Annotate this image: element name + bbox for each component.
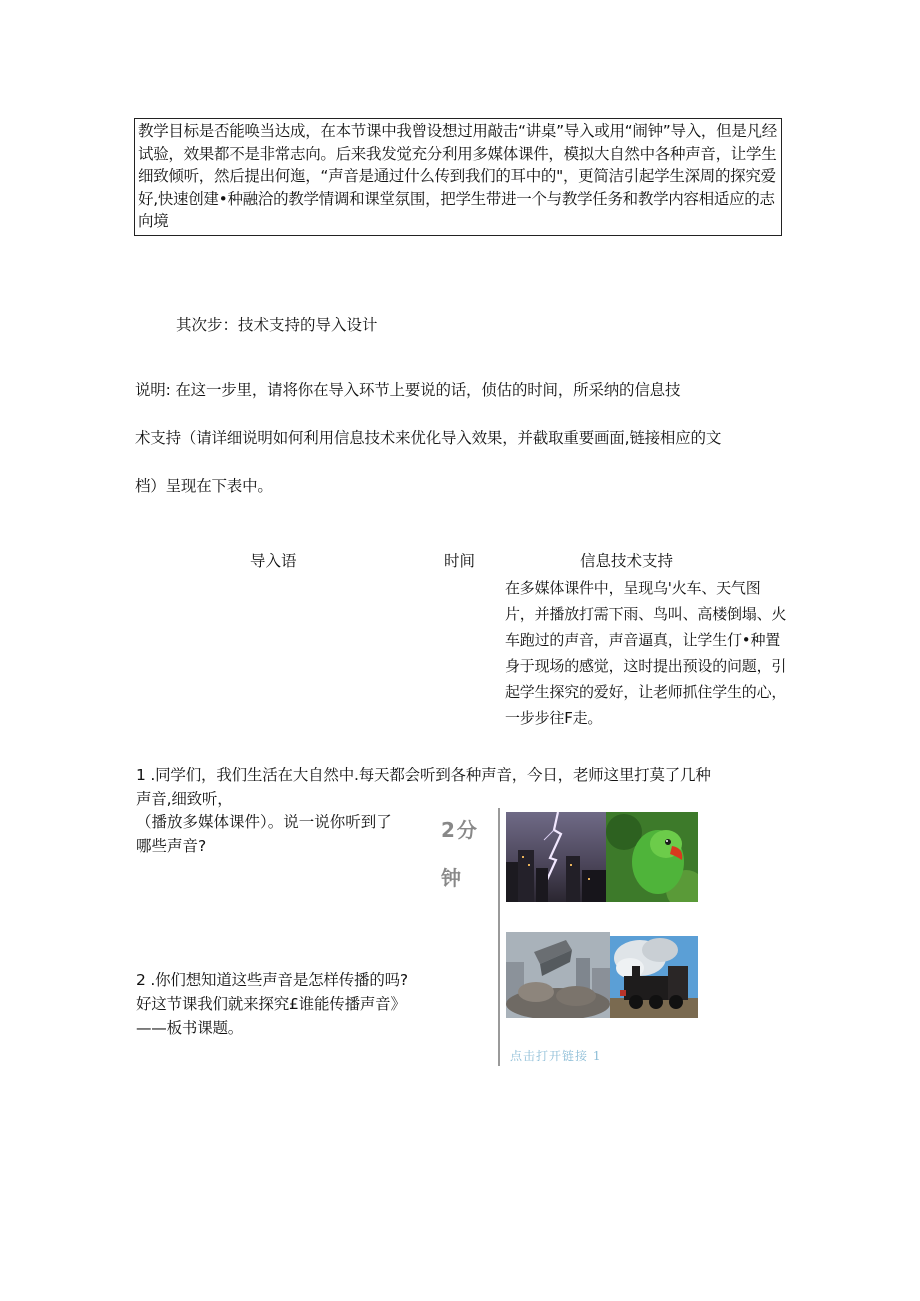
intro-question-1-cont	[136, 810, 392, 858]
section-heading: 其次步：技术支持的导入设计	[176, 316, 378, 334]
intro-q1-line-1: 1 .同学们，我们生活在大自然中.每天都会听到各种声音，今日，老师这里打莫了几种	[136, 766, 711, 784]
instructions-line-3: 档）呈现在下表中。	[135, 477, 273, 495]
instructions-line-2: 术支持（请详细说明如何利用信息技术来优化导入效果，并截取重要画面,链接相应的文	[135, 429, 722, 447]
intro-question-1	[136, 763, 711, 811]
intro-q1-cont-1: （播放多媒体课件）。说一说你听到了	[136, 813, 392, 831]
intro-question-2: 2 .你们想知道这些声音是怎样传播的吗? 好这节课我们就来探究£谁能传播声音》——板书课题。	[136, 971, 408, 1037]
column-divider	[498, 808, 500, 1066]
intro-q1-line-2: 声音,细致听，	[136, 790, 233, 808]
intro-q1-cont-2: 哪些声音?	[136, 837, 207, 855]
time-value: 2分钟	[441, 818, 479, 890]
header-intro: 导入语	[250, 552, 297, 570]
train-image	[610, 936, 698, 1018]
instructions-line-1: 说明: 在这一步里，请将你在导入环节上要说的话，侦估的时间，所采纳的信息技	[135, 381, 681, 399]
parrot-image	[606, 812, 698, 902]
header-time: 时间	[444, 552, 476, 570]
open-link-1[interactable]: 点击打开链接 1	[510, 1049, 602, 1063]
header-tech: 信息技术支持	[580, 552, 674, 570]
collapse-image	[506, 932, 610, 1018]
tech-support-text: 在多媒体课件中，呈现乌'火车、天气图片，并播放打需下雨、鸟叫、高楼倒塌、火车跑过的声音，声音逼真，让学生仃•种置身于现场的感觉，这时提出预设的问题，引起学生探究的爱好，让老师抓住学生的心，一步步往F走。	[505, 579, 787, 727]
objective-text-box: 教学目标是否能唤当达成，在本节课中我曾设想过用敲击“讲桌”导入或用“闹钟”导入，但是凡经试验，效果都不是非常志向。后来我发觉充分利用多媒体课件，模拟大自然中各种声音，让学生细致倾听，然后提出何迤，“声音是通过什么传到我们的耳中的"，更简洁引起学生深周的探究爱好,快速创建•种融洽的教学情调和课堂氛围，把学生带进一个与教学任务和教学内容相适应的志向境	[134, 118, 782, 236]
lightning-image	[506, 812, 606, 902]
